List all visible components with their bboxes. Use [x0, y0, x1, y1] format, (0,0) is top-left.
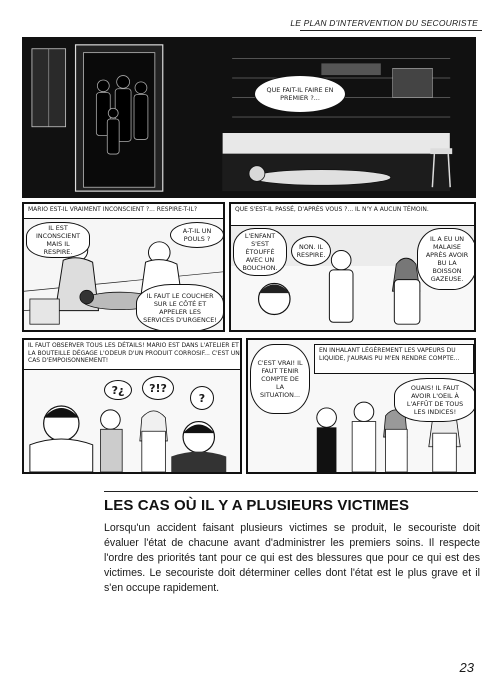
comic-panel-5	[246, 338, 476, 474]
panel-5-caption: EN INHALANT LÉGÈREMENT LES VAPEURS DU LIQUIDE, J'AURAIS PU M'EN RENDRE COMPTE...	[314, 344, 474, 374]
comic-panel-4	[22, 338, 242, 474]
panel-3-speech-bubble-1: L'ENFANT S'EST ÉTOUFFÉ AVEC UN BOUCHON.	[233, 228, 287, 276]
panel-1-speech-bubble: QUE FAIT-IL FAIRE EN PREMIER ?...	[254, 75, 346, 113]
panel-5-speech-bubble-2: OUAIS! IL FAUT AVOIR L'OEIL À L'AFFÛT DE TOUS LES INDICES!	[394, 378, 476, 422]
panel-4-sfx-2: ?!?	[142, 376, 174, 400]
panel-5-speech-bubble-1: C'EST VRAI! IL FAUT TENIR COMPTE DE LA SITUATION...	[250, 344, 310, 414]
comic-panel-3	[229, 202, 476, 332]
panel-1-illustration	[24, 39, 474, 196]
panel-2-caption: MARIO EST-IL VRAIMENT INCONSCIENT ?... RESPIRE-T-IL?	[24, 204, 225, 219]
panel-2-speech-bubble-2: IL EST INCONSCIENT MAIS IL RESPIRE.	[26, 222, 90, 258]
page-number: 23	[459, 660, 474, 675]
panel-4-sfx-3: ?	[190, 386, 214, 410]
panel-2-speech-bubble-1: A-T-IL UN POULS ?	[170, 222, 224, 248]
comic-panel-1	[22, 37, 476, 198]
panel-4-caption: IL FAUT OBSERVER TOUS LES DÉTAILS! MARIO EST DANS L'ATELIER ET LA BOUTEILLE DÉGAGE L'ODEUR D'UN PRODUIT CORROSIF... C'EST UN CAS D'EMPOISONNEMENT!	[24, 340, 242, 370]
running-head: LE PLAN D'INTERVENTION DU SECOURISTE	[290, 18, 478, 28]
panel-3-speech-bubble-3: IL A EU UN MALAISE APRÈS AVOIR BU LA BOISSON GAZEUSE.	[417, 228, 476, 290]
panel-3-caption: QUE S'EST-IL PASSÉ, D'APRÈS VOUS ?... IL N'Y A AUCUN TÉMOIN.	[231, 204, 476, 226]
header-rule	[300, 30, 482, 31]
section-rule-top	[104, 491, 478, 492]
panel-2-speech-bubble-3: IL FAUT LE COUCHER SUR LE CÔTÉ ET APPELER LES SERVICES D'URGENCE!	[136, 284, 224, 332]
comic-panel-2	[22, 202, 225, 332]
section-body-paragraph: Lorsqu'un accident faisant plusieurs victimes se produit, le secouriste doit évaluer l'état de chacune avant d'administrer les premiers soins. Il respecte l'ordre des priorités tant pour ce qui est des blessures que pour ce qui est des victimes. Le secouriste doit déterminer celles dont l'état est le plus grave et il s'en occupe rapidement.	[104, 522, 480, 595]
panel-4-sfx-1: ?¿	[104, 380, 132, 400]
panel-3-speech-bubble-2: NON. IL RESPIRE.	[291, 236, 331, 266]
section-title: LES CAS OÙ IL Y A PLUSIEURS VICTIMES	[104, 497, 410, 514]
